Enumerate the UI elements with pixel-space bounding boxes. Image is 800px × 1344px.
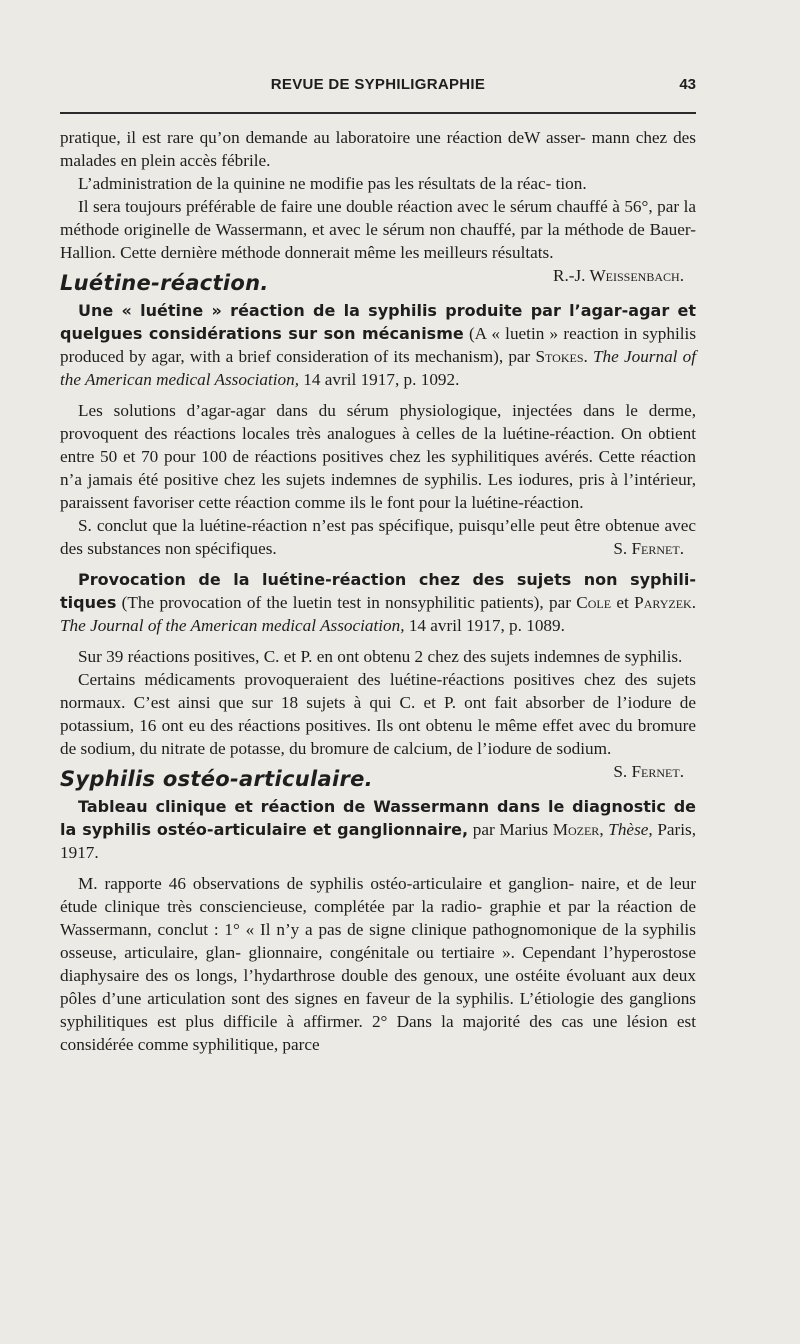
author-signature: S. Fernet. — [613, 762, 684, 781]
section-heading: Luétine-réaction. — [60, 271, 269, 295]
spacer — [60, 560, 696, 568]
article-author: Stokes. — [535, 347, 588, 366]
paragraph: Sur 39 réactions positives, C. et P. en ont obtenu 2 chez des sujets indemnes de syphilis. — [78, 647, 683, 666]
article-reference — [60, 568, 696, 637]
paragraph — [60, 514, 696, 560]
article-author: Mozer, — [552, 820, 604, 839]
paragraph-text: Il sera toujours préférable de faire une double réaction avec le sérum chauffé à 56°, par la méthode originelle de Wassermann, et avec le sérum non chauffé, par la méthode de Bauer-Hallion. Cette dernière méthode donnerait même les meilleurs résultats. — [60, 197, 696, 262]
publication-date: 14 avril 1917, p. 1092. — [299, 370, 460, 389]
header-rule — [60, 112, 696, 114]
article-title: Provocation de la luétine-réaction chez des sujets non syphili- tiques — [60, 570, 696, 612]
article-reference — [60, 299, 696, 391]
journal-name: The Journal of the American medical Association, — [60, 347, 696, 389]
spacer — [60, 391, 696, 399]
paragraph: pratique, il est rare qu’on demande au laboratoire une réaction deW asser- mann chez des malades en plein accès fébrile. — [60, 128, 696, 170]
article-author: Cole — [576, 593, 612, 612]
article-title: Une « luétine » réaction de la syphilis produite par l’agar-agar et quelgues considérations sur son mécanisme — [60, 301, 696, 343]
paragraph: M. rapporte 46 observations de syphilis ostéo-articulaire et ganglion- naire, et de leur étude clinique très consciencieuse, complétée par la radio- graphie et par la réaction de Wassermann, conclut : 1° « Il n’y a pas de signe clinique pathognomonique de la syphilis osseuse, articulaire, glan- glionnaire, congénitale ou tertiaire ». Cependant l’hyperostose diaphysaire des os longs, l’hydarthrose double des genoux, une ostéite évoluant aux deux pôles d’une articulation sont des signes en faveur de la syphilis. L’étiologie des ganglions syphilitiques est plus difficile à affirmer. 2° Dans la majorité des cas une lésion est considérée comme syphilitique, parce — [60, 874, 696, 1054]
article-title-translation: (A « luetin » reaction in syphilis produced by agar, with a brief consideration of its mechanism), par — [60, 324, 697, 366]
spacer — [60, 864, 696, 872]
running-title: REVUE DE SYPHILIGRAPHIE — [270, 76, 486, 93]
publication-date: 14 avril 1917, p. 1089. — [404, 616, 565, 635]
article-byline: par Marius — [468, 820, 553, 839]
paragraph: L’administration de la quinine ne modifie pas les résultats de la réac- tion. — [78, 174, 587, 193]
author-signature: S. Fernet. — [613, 539, 684, 558]
paragraph: Les solutions d’agar-agar dans du sérum physiologique, injectées dans le derme, provoquent des réactions locales très analogues à celles de la luétine-réaction. On obtient entre 50 et 70 pour 100 de réactions positives chez les syphilitiques avérés. Cette réaction n’a jamais été positive chez les sujets indemnes de syphilis. Les iodures, pris à l’intérieur, paraissent favoriser cette réaction comme ils le font pour la luétine-réaction. — [60, 401, 696, 512]
article-reference — [60, 795, 696, 864]
journal-name: The Journal of the American medical Association, — [60, 616, 405, 635]
paragraph-text: Certains médicaments provoqueraient des luétine-réactions positives chez des sujets normaux. C’est ainsi que sur 18 sujets à qui C. et P. ont fait absorber de l’iodure de potassium, 16 ont eu des réactions positives. Ils ont obtenu le même effet avec du bromure de sodium, du nitrate de potasse, du bromure de calcium, de l’iodure de sodium. — [60, 670, 696, 758]
article-title: Tableau clinique et réaction de Wassermann dans le diagnostic de la syphilis ostéo-articulaire et ganglionnaire, — [60, 797, 696, 839]
page-body — [60, 126, 696, 1056]
section-heading: Syphilis ostéo-articulaire. — [60, 767, 373, 791]
paragraph-text: S. conclut que la luétine-réaction n’est pas spécifique, puisqu’elle peut être obtenue avec des substances non spécifiques. — [60, 516, 696, 558]
conjunction: et — [611, 593, 635, 612]
article-author: Paryzek. — [634, 593, 696, 612]
publication-date: Paris, 1917. — [60, 820, 697, 862]
spacer — [60, 637, 696, 645]
author-signature: R.-J. Weissenbach. — [553, 266, 684, 285]
thesis-label: Thèse, — [603, 820, 653, 839]
running-header — [60, 76, 696, 98]
page-number: 43 — [679, 76, 696, 93]
article-title-translation: (The provocation of the luetin test in nonsyphilitic patients), par — [116, 593, 577, 612]
